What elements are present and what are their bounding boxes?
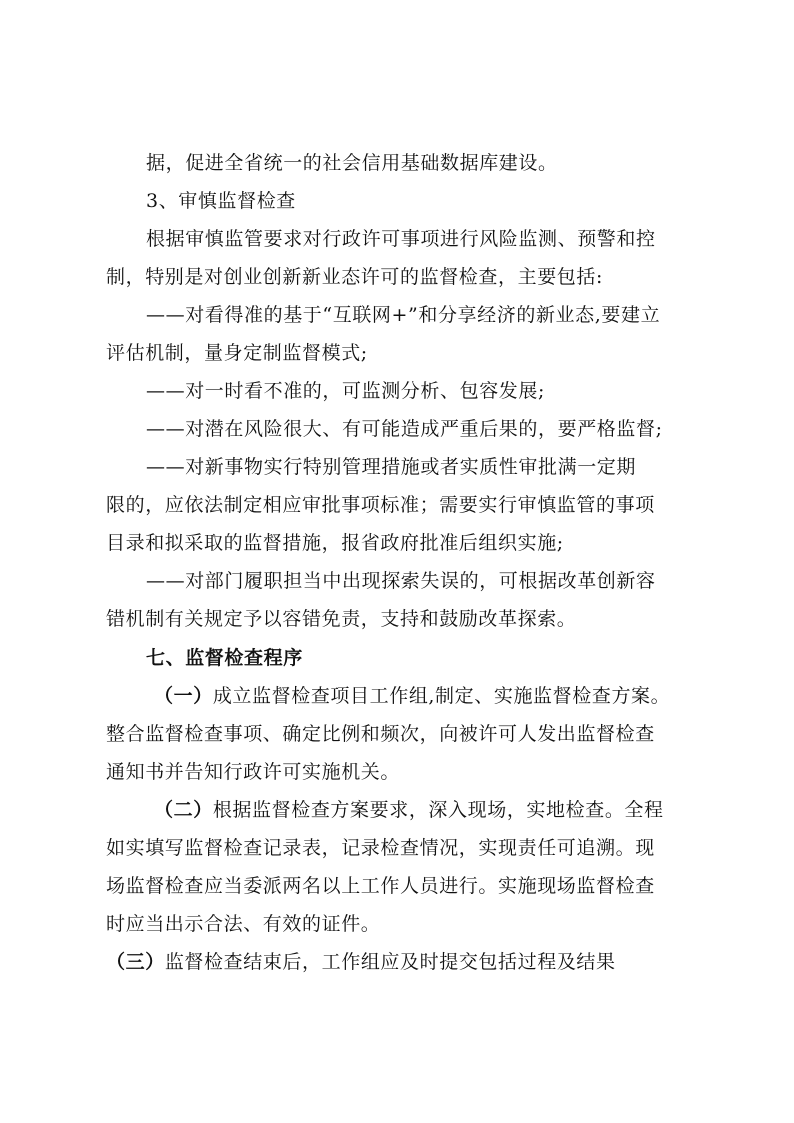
body-text-line: 目录和拟采取的监督措施，报省政府批准后组织实施; xyxy=(106,532,564,554)
item-number: （三） xyxy=(106,951,165,973)
item-text: 成立监督检查项目工作组,制定、实施监督检查方案。 xyxy=(212,685,671,707)
body-text-line xyxy=(154,798,664,822)
body-text-line: ——对潜在风险很大、有可能造成严重后果的，要严格监督; xyxy=(146,418,663,440)
body-text-line: ——对新事物实行特别管理措施或者实质性审批满一定期 xyxy=(146,456,637,478)
body-text-line: ——对看得准的基于“互联网+”和分享经济的新业态,要建立 xyxy=(146,304,661,326)
body-text-line: ——对一时看不准的，可监测分析、包容发展; xyxy=(146,380,546,402)
subsection-heading: 3、审慎监督检查 xyxy=(146,190,296,212)
body-text-line: 错机制有关规定予以容错免责，支持和鼓励改革探索。 xyxy=(106,608,577,630)
body-text-line: 制，特别是对创业创新新业态许可的监督检查，主要包括: xyxy=(106,266,604,288)
body-text-line: ——对部门履职担当中出现探索失误的，可根据改革创新容 xyxy=(146,570,656,592)
item-number: （一） xyxy=(154,685,213,707)
body-text-line: 整合监督检查事项、确定比例和频次，向被许可人发出监督检查 xyxy=(106,723,655,745)
item-number: （二） xyxy=(154,799,213,821)
body-text-line: 通知书并告知行政许可实施机关。 xyxy=(106,761,401,783)
body-text-line xyxy=(106,950,616,974)
section-heading: 七、监督检查程序 xyxy=(146,647,303,669)
body-text-line: 据，促进全省统一的社会信用基础数据库建设。 xyxy=(146,152,558,174)
item-text: 根据监督检查方案要求，深入现场，实地检查。全程 xyxy=(212,799,664,821)
body-text-line: 评估机制，量身定制监督模式; xyxy=(106,342,368,364)
body-text-line: 限的，应依法制定相应审批事项标准；需要实行审慎监管的事项 xyxy=(106,494,655,516)
body-text-line: 根据审慎监管要求对行政许可事项进行风险监测、预警和控 xyxy=(146,228,656,250)
body-text-line: 场监督检查应当委派两名以上工作人员进行。实施现场监督检查 xyxy=(106,875,655,897)
item-text: 监督检查结束后，工作组应及时提交包括过程及结果 xyxy=(164,951,616,973)
body-text-line: 时应当出示合法、有效的证件。 xyxy=(106,913,381,935)
body-text-line: 如实填写监督检查记录表，记录检查情况，实现责任可追溯。现 xyxy=(106,837,655,859)
body-text-line xyxy=(154,684,670,708)
